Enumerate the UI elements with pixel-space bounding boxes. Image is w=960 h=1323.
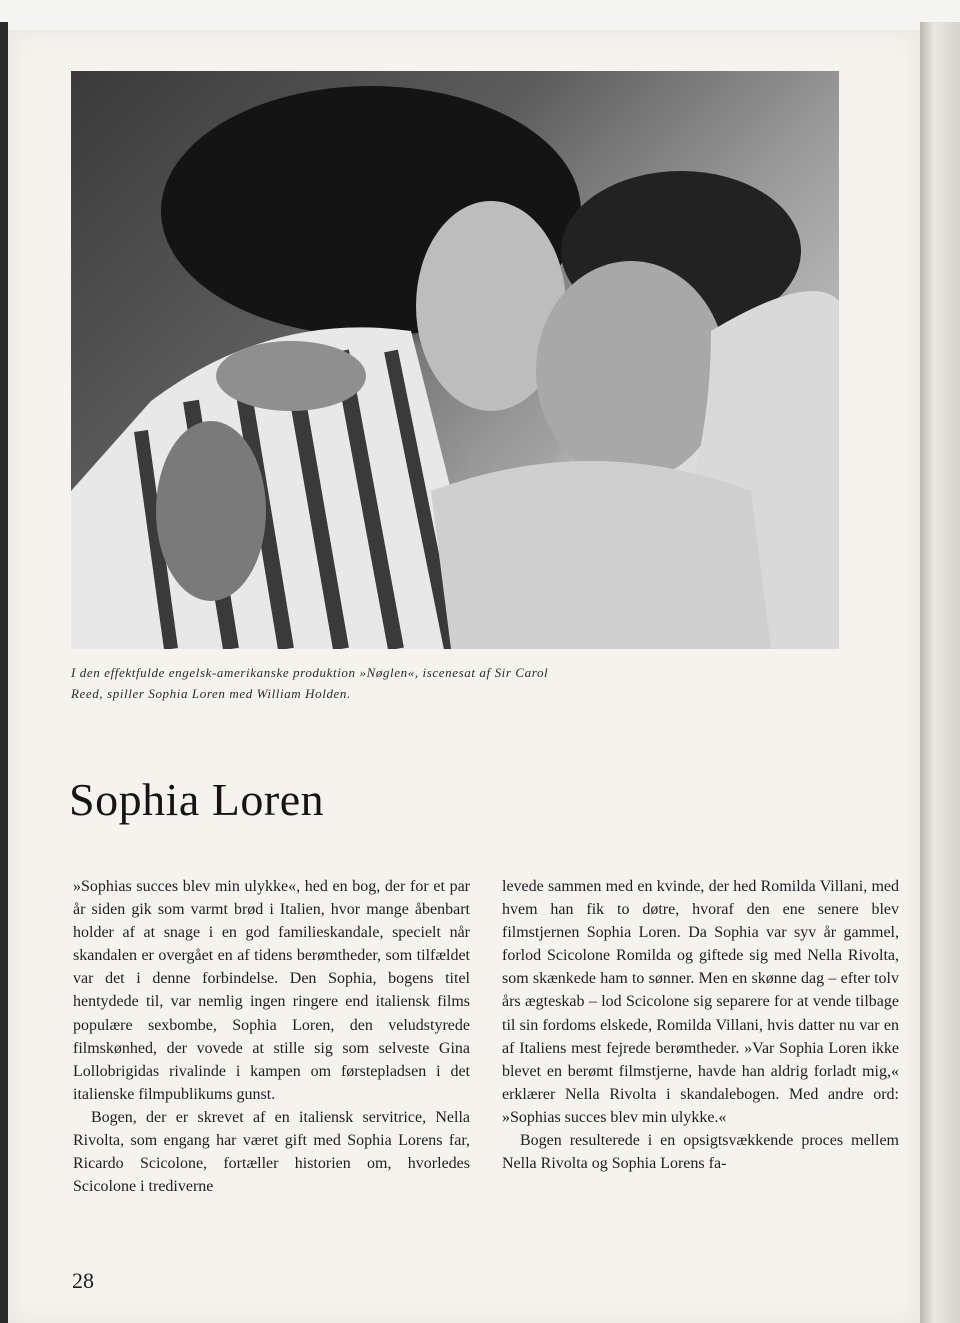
page-number: 28 — [72, 1268, 94, 1293]
paragraph: »Sophias succes blev min ulykke«, hed en bog, der for et par år siden gik som varmt brød i Italien, hvor mange åbenbart holder af at snage i en god familieskandale, specielt når skandalen er overgået en af tidens berømtheder, som tilfældet var det i denne forbindelse. Den Sophia, bogens titel hentydede til, var nemlig ingen ringere end italiensk films populære sexbombe, Sophia Loren, den veludstyrede filmskønhed, der vovede at stille sig som selveste Gina Lollobrigidas rivalinde i kampen om førstepladsen i det italienske filmpublikums gunst. — [73, 878, 470, 1103]
photo-caption — [71, 662, 811, 704]
caption-line-2: Reed, spiller Sophia Loren med William Holden. — [71, 686, 351, 701]
article-title: Sophia Loren — [69, 774, 325, 825]
page-right-edge — [920, 22, 960, 1323]
text-column-right — [502, 875, 899, 1175]
paragraph: levede sammen med en kvinde, der hed Romilda Villani, med hvem han fik to døtre, hvoraf den ene senere blev filmstjernen Sophia Loren. Da Sophia var syv år gammel, forlod Scicolone Romilda og giftede sig med Nella Rivolta, som skænkede ham to sønner. Men en skønne dag – efter tolv års ægteskab – lod Scicolone sig separere for at vende tilbage til sin fordoms elskede, Romilda Villani, hvis datter nu var en af Italiens mest fejrede berømtheder. »Var Sophia Loren ikke blevet en berømt filmstjerne, havde han aldrig forladt mig,« erklærer Nella Rivolta i skandalebogen. Med andre ord: »Sophias succes blev min ulykke.« — [502, 878, 899, 1126]
photo-illustration — [71, 71, 839, 649]
paragraph: Bogen resulterede i en opsigtsvækkende proces mellem Nella Rivolta og Sophia Lorens fa- — [502, 1132, 899, 1173]
text-column-left — [73, 875, 470, 1198]
film-still-photo — [71, 71, 839, 649]
page-left-edge — [0, 22, 8, 1323]
scan-background-top — [0, 0, 960, 30]
caption-line-1: I den effektfulde engelsk-amerikanske produktion »Nøglen«, iscenesat af Sir Carol — [71, 665, 549, 680]
paragraph: Bogen, der er skrevet af en italiensk servitrice, Nella Rivolta, som engang har været gift med Sophia Lorens far, Ricardo Scicolone, fortæller historien om, hvorledes Scicolone i trediverne — [73, 1108, 470, 1196]
